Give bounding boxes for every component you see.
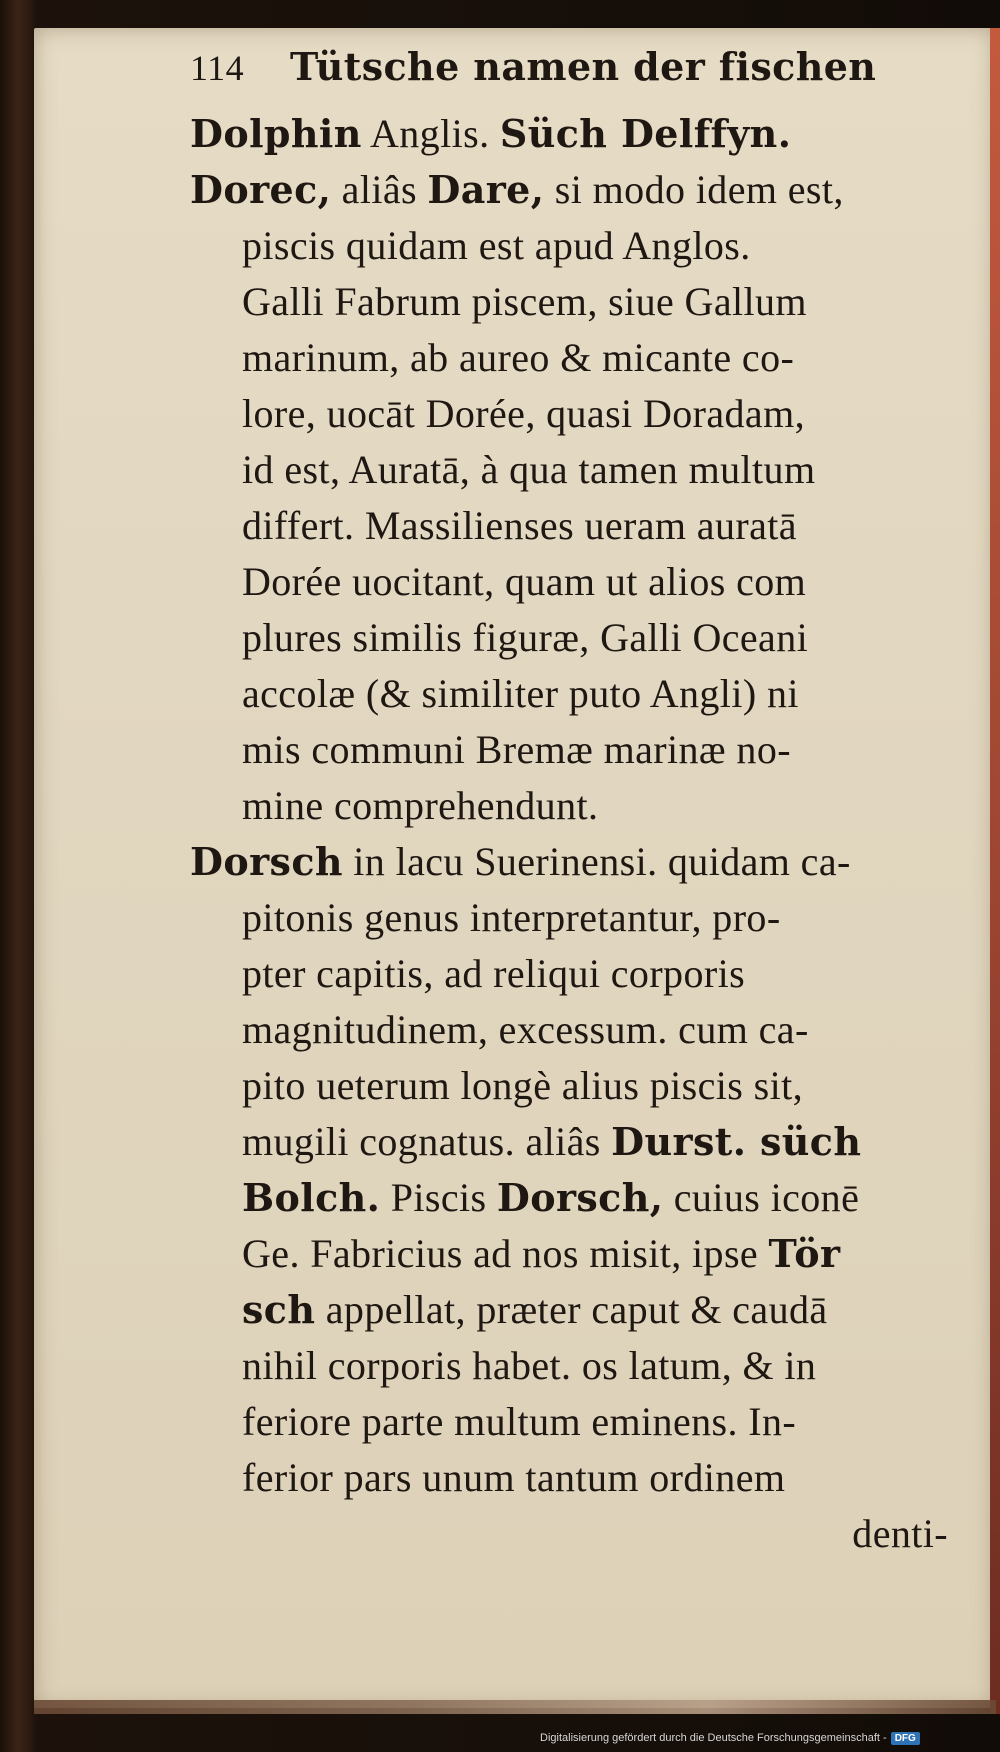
text-line: plures similis figuræ, Galli Oceani bbox=[242, 615, 809, 660]
text-line: accolæ (& similiter puto Angli) ni bbox=[242, 671, 799, 716]
text-line bbox=[242, 1114, 970, 1170]
text-line: Dorée uocitant, quam ut alios com bbox=[242, 559, 807, 604]
text-line: pitonis genus interpretantur, pro- bbox=[242, 895, 781, 940]
body-text: Anglis. bbox=[361, 111, 500, 156]
keyword: Dorsch, bbox=[496, 1175, 664, 1220]
body-text: in lacu Suerinensi. quidam ca- bbox=[342, 839, 851, 884]
text-line: lore, uocāt Dorée, quasi Doradam, bbox=[242, 391, 805, 436]
text-line: ferior pars unum tantum ordinem bbox=[242, 1455, 786, 1500]
keyword: Dorsch bbox=[190, 839, 343, 884]
text-line: mis communi Bremæ marinæ no- bbox=[242, 727, 791, 772]
page-number: 114 bbox=[190, 48, 245, 88]
text-line bbox=[242, 1282, 970, 1338]
body-text: Ge. Fabricius ad nos misit, ipse bbox=[242, 1231, 769, 1276]
keyword: Tör bbox=[768, 1231, 841, 1276]
running-title: Tütsche namen der fischen bbox=[290, 44, 877, 89]
dfg-logo: DFG bbox=[891, 1732, 920, 1745]
keyword: Dolphin bbox=[190, 111, 362, 156]
body-text: mugili cognatus. aliâs bbox=[242, 1119, 612, 1164]
catchword: denti- bbox=[852, 1511, 948, 1556]
entry-dorec-line bbox=[190, 162, 970, 218]
text-line: pito ueterum longè alius piscis sit, bbox=[242, 1063, 804, 1108]
text-line: differt. Massilienses ueram auratā bbox=[242, 503, 797, 548]
keyword: sch bbox=[242, 1287, 316, 1332]
body-text: Piscis bbox=[380, 1175, 497, 1220]
text-line bbox=[242, 1170, 970, 1226]
keyword: Dorec, bbox=[190, 167, 332, 212]
keyword: Durst. süch bbox=[611, 1119, 862, 1164]
body-text: aliâs bbox=[331, 167, 428, 212]
text-line: magnitudinem, excessum. cum ca- bbox=[242, 1007, 809, 1052]
text-line: marinum, ab aureo & micante co- bbox=[242, 335, 795, 380]
digitization-credit bbox=[540, 1728, 920, 1748]
text-line: mine comprehendunt. bbox=[242, 783, 599, 828]
text-line: piscis quidam est apud Anglos. bbox=[242, 223, 751, 268]
keyword: Dare, bbox=[427, 167, 545, 212]
text-line: pter capitis, ad reliqui corporis bbox=[242, 951, 746, 996]
text-line: nihil corporis habet. os latum, & in bbox=[242, 1343, 817, 1388]
keyword: Süch Delffyn. bbox=[499, 111, 792, 156]
text-line: Galli Fabrum piscem, siue Gallum bbox=[242, 279, 807, 324]
page-text bbox=[190, 44, 970, 1562]
body-text: appellat, præter caput & caudā bbox=[315, 1287, 828, 1332]
entry-dolphin-line bbox=[190, 106, 970, 162]
body-text: cuius iconē bbox=[663, 1175, 860, 1220]
text-line bbox=[242, 1226, 970, 1282]
running-head bbox=[190, 44, 970, 106]
keyword: Bolch. bbox=[242, 1175, 381, 1220]
page-bottom-edge bbox=[34, 1700, 996, 1714]
entry-dorsch-line bbox=[190, 834, 970, 890]
page-right-edge bbox=[990, 28, 1000, 1714]
credit-text: Digitalisierung gefördert durch die Deutsche Forschungsgemeinschaft - bbox=[540, 1732, 887, 1744]
text-line: id est, Auratā, à qua tamen multum bbox=[242, 447, 816, 492]
text-line: feriore parte multum eminens. In- bbox=[242, 1399, 797, 1444]
body-text: si modo idem est, bbox=[544, 167, 844, 212]
